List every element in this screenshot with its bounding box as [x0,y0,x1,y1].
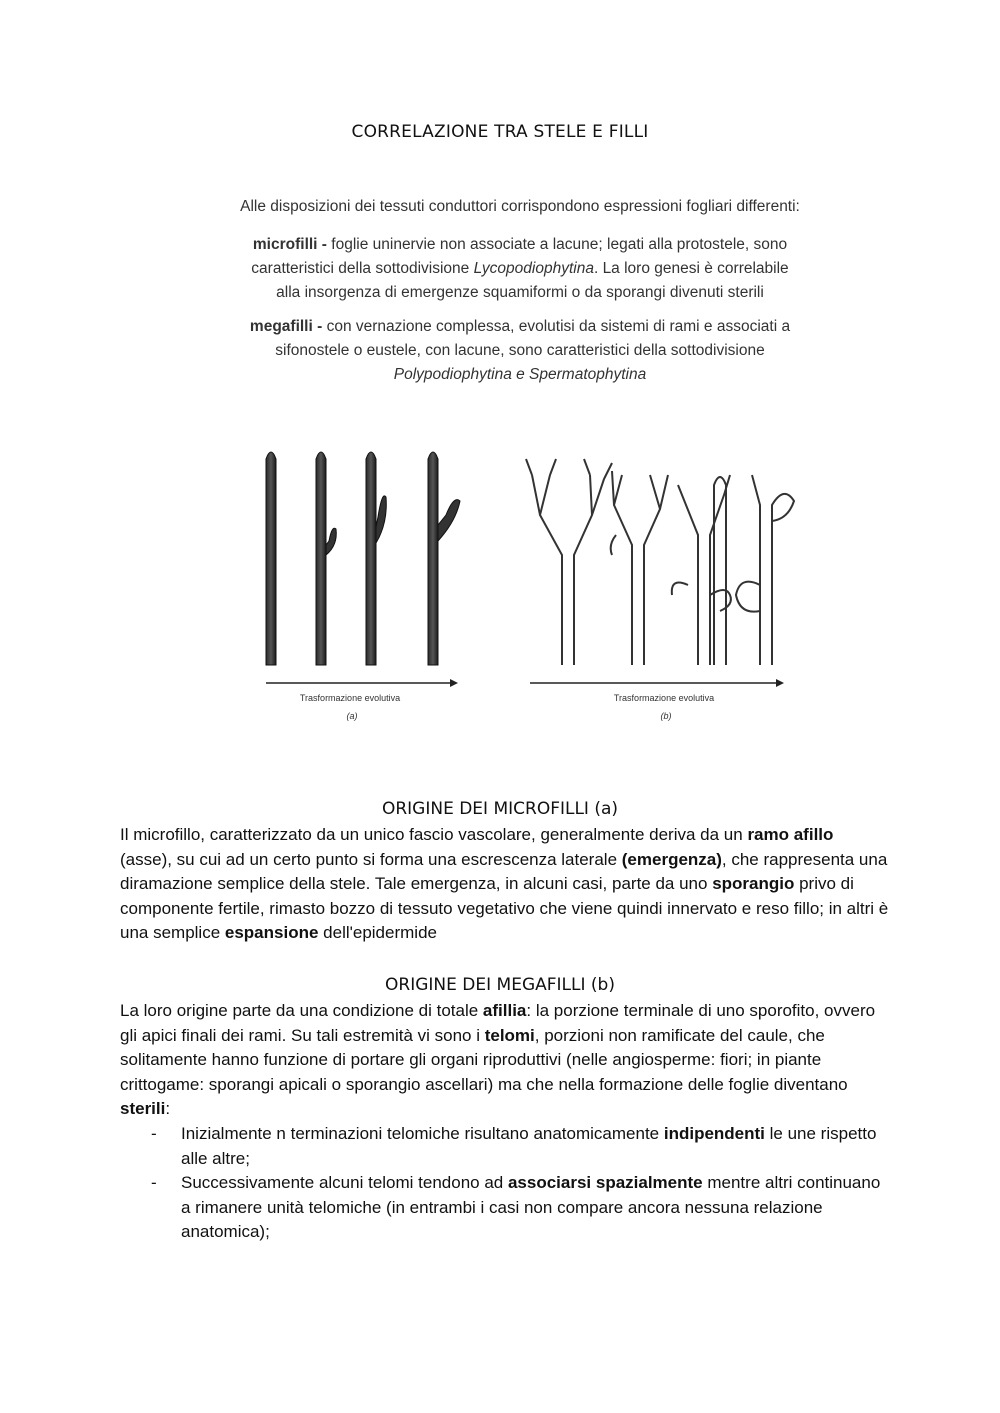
megafilli-telomes-drawing [526,459,794,665]
list-item [120,1122,890,1171]
figure-intro: Alle disposizioni dei tessuti conduttori corrispondono espressioni fogliari differenti: [240,198,800,215]
text-run: mentre altri continuano a rimanere unità telomiche (in entrambi i casi non compare ancora nessuna relazione anatomica); [181,1173,881,1242]
bold-term: ramo afillo [747,825,834,844]
microfilli-axes-drawing [266,452,460,665]
microfilli-desc-2: . La loro genesi è correlabile alla insorgenza di emergenze squamiformi o da sporangi divenuti sterili [276,260,789,301]
panel-b-label: (b) [660,711,672,721]
bold-term: telomi [484,1025,535,1045]
arrow-b-label: Trasformazione evolutiva [613,693,715,703]
bold-term: afillia [482,1001,527,1020]
text-run: La loro origine parte da una condizione di totale [120,1001,483,1020]
list-item [120,1171,890,1245]
bold-term: (emergenza) [621,849,722,869]
page-title: CORRELAZIONE TRA STELE E FILLI [351,122,649,142]
figure-megafilli-text [240,315,800,387]
text-run: , porzioni non ramificate del caule, che solitamente hanno funzione di portare gli organi riproduttivi (nelle angiosperme: fiori; in piante crittogame: sporangi apicali o sporangio ascellari) ma che nella formazione delle foglie diventano [120,1025,848,1094]
text-run: Inizialmente n terminazioni telomiche risultano anatomicamente [181,1123,664,1143]
list-dash: - [151,1123,157,1143]
megafilli-list [120,1122,890,1245]
bold-term: indipendenti [663,1123,765,1143]
megafilli-taxon: Polypodiophytina e Spermatophytina [393,366,647,383]
bold-term: espansione [224,923,319,943]
microfilli-taxon: Lycopodiophytina [473,260,594,277]
panel-a-label: (a) [346,711,358,721]
text-run: : la porzione terminale di uno sporofito, ovvero gli apici finali dei rami. Su tali estremità vi sono i [120,1001,876,1045]
text-run: privo di componente fertile, rimasto bozzo di tessuto vegetativo che viene quindi innervato e reso fillo; in altri è una semplice [120,874,889,943]
megafilli-desc-1: con vernazione complessa, evolutisi da sistemi di rami e associati a sifonostele o eustele, con lacune, sono caratteristici della sottodivisione [275,318,791,359]
microfilli-term: microfilli - [252,236,327,253]
arrow-a-label: Trasformazione evolutiva [299,693,401,703]
list-dash: - [151,1173,157,1193]
figure-caption-text [240,195,800,397]
heading-microfilli: ORIGINE DEI MICROFILLI (a) [381,799,619,819]
text-run: Successivamente alcuni telomi tendono ad [181,1173,508,1193]
text-run: , che rappresenta una diramazione semplice della stele. Tale emergenza, in alcuni casi, parte da uno [120,849,888,894]
bold-term: sterili [120,1099,166,1119]
text-run: Il microfillo, caratterizzato da un unico fascio vascolare, generalmente deriva da un [120,825,748,844]
arrow-b [530,679,784,687]
paragraph-megafilli [120,999,890,1245]
text-run: le une rispetto alle altre; [181,1123,877,1168]
figure-microfilli-text [240,233,800,305]
bold-term: associarsi spazialmente [507,1173,703,1193]
microfilli-desc-1: foglie uninervie non associate a lacune; legati alla protostele, sono caratteristici della sottodivisione [251,236,788,277]
megafilli-term: megafilli - [249,318,323,335]
text-run: dell'epidermide [318,923,437,943]
text-run: : [165,1099,171,1119]
arrow-a [266,679,458,687]
heading-megafilli: ORIGINE DEI MEGAFILLI (b) [385,975,615,995]
evolution-illustration [240,445,800,725]
text-run: (asse), su cui ad un certo punto si forma una escrescenza laterale [120,849,622,869]
paragraph-microfilli [120,823,890,946]
figure [240,195,800,725]
bold-term: sporangio [712,874,795,894]
